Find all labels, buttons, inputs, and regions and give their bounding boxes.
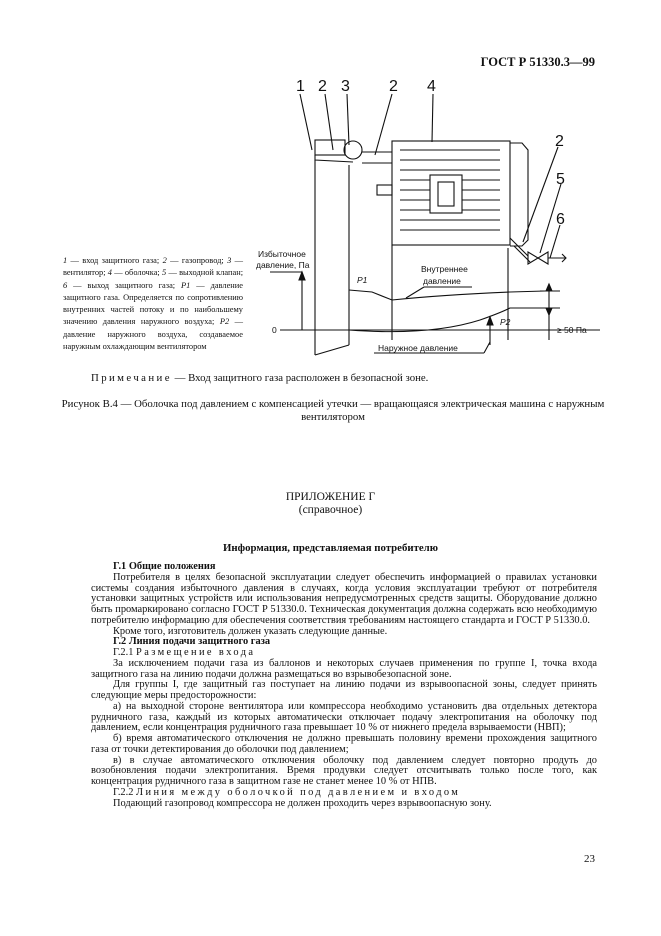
overpressure-label-2: давление, Па xyxy=(256,260,310,270)
g1-heading: Г.1 Общие положения xyxy=(113,561,216,572)
fan-symbol xyxy=(344,141,362,159)
min-pressure-label: ≥ 50 Па xyxy=(557,325,587,335)
appendix-subtitle: (справочное) xyxy=(298,504,363,516)
appendix-heading xyxy=(0,491,661,517)
external-pressure-curve xyxy=(349,308,545,332)
p1-label: P1 xyxy=(357,275,368,285)
internal-pressure-curve xyxy=(349,290,545,300)
callout-5: 5 xyxy=(556,171,565,188)
g22-paragraph-1: Подающий газопровод компрессора не должен проходить через взрывоопасную зону. xyxy=(113,797,492,809)
g22-heading: Г.2.2 Линия между оболочкой под давлением и входом xyxy=(113,786,461,798)
leader-3 xyxy=(347,94,349,145)
leader-6 xyxy=(550,225,560,258)
section-title: Информация, представляемая потребителю xyxy=(223,542,438,554)
callout-1: 1 xyxy=(296,78,305,95)
callout-4: 4 xyxy=(427,78,436,95)
shaft xyxy=(377,185,392,195)
leader-1 xyxy=(300,94,312,150)
g21-paragraph-2: Для группы I, где защитный газ поступает на линию подачи из взрывоопасной зоны, следует принять следующие меры предосторожности: xyxy=(91,679,597,701)
g21-item-a: а) на выходной стороне вентилятора или компрессора необходимо установить два отдельных детектора рудничного газа, каждый из которых автоматически отключает подачу электропитания на оболочку под давлением, если концентрация рудничного газа превышает 10 % от нижнего предела взрываемости (НВП); xyxy=(91,700,597,734)
g21-paragraph-1: За исключением подачи газа из баллонов и некоторых случаев применения по группе I, точка входа защитного газа на линию подачи должна размещаться во взрывобезопасной зоне. xyxy=(91,657,597,680)
inlet-duct-lower xyxy=(315,155,353,162)
leader-2b xyxy=(375,94,392,155)
external-pressure-label: Наружное давление xyxy=(378,343,458,353)
outlet-valve xyxy=(528,252,548,264)
internal-pressure-label-2: давление xyxy=(423,276,461,286)
terminal-box xyxy=(430,175,462,213)
g2-heading: Г.2 Линия подачи защитного газа xyxy=(113,636,271,648)
p2-label: P2 xyxy=(500,317,511,327)
figure-legend: 1 — вход защитного газа; 2 — газопровод; 3 — вентилятор; 4 — оболочка; 5 — выходной клапан; 6 — выход защитного газа; P1 — давление защитного газа. Определяется по сопротивлению внутренних частей потоку и по наибольшему значению давления наружного воздуха; P2 — давление наружного воздуха, создаваемое наружным охлаждающим вентилятором xyxy=(63,256,244,352)
overpressure-label-1: Избыточное xyxy=(258,249,306,259)
g21-item-b: б) время автоматического отключения не должно превышать половину времени прохождения защитного газа от точки детектирования до оболочки под давлением; xyxy=(91,733,597,755)
callout-2b: 2 xyxy=(389,78,398,95)
g21-heading: Г.2.1 Размещение входа xyxy=(113,647,256,658)
body-text xyxy=(91,562,597,809)
internal-pressure-label-1: Внутреннее xyxy=(421,264,468,274)
callout-2c: 2 xyxy=(555,133,564,150)
g21-item-c: в) в случае автоматического отключения оболочку под давлением следует повторно продуть до возобновления подачи электропитания. Время продувки следует отсчитывать только после того, как концентрация рудничного газа в защитном газе не станет менее 10 % от НПВ. xyxy=(91,754,597,787)
figure-caption: Рисунок В.4 — Оболочка под давлением с компенсацией утечки — вращающаяся электрическая машина с наружным вентилятором xyxy=(61,398,605,423)
leader-4 xyxy=(432,94,433,142)
gas-inlet-duct xyxy=(315,140,345,155)
callout-3: 3 xyxy=(341,78,350,95)
callout-6: 6 xyxy=(556,211,565,228)
zero-label: 0 xyxy=(272,325,277,335)
callout-2: 2 xyxy=(318,78,327,95)
appendix-title: ПРИЛОЖЕНИЕ Г xyxy=(285,491,376,503)
figure-note xyxy=(91,372,428,384)
note-text: — Вход защитного газа расположен в безопасной зоне. xyxy=(171,372,429,384)
gas-pipe xyxy=(362,152,392,163)
fan-cover xyxy=(510,143,528,246)
g1-paragraph-1: Потребителя в целях безопасной эксплуатации следует обеспечить информацией о правилах установки системы создания избыточного давления в случаях, когда условия эксплуатации требуют от потребителя установки защитных устройств или использования непредусмотренных средств защиты. Оборудование должно быть промаркировано согласно ГОСТ Р 51330.0. Техническая документация должна содержать всю необходимую потребителю информацию для обеспечения соответствия требованиям настоящего стандарта и ГОСТ Р 51330.0. xyxy=(91,571,597,626)
standard-header: ГОСТ Р 51330.3—99 xyxy=(480,55,595,69)
note-label: Примечание xyxy=(91,372,172,384)
page-number: 23 xyxy=(584,853,595,865)
leader-2a xyxy=(325,94,333,150)
g1-paragraph-2: Кроме того, изготовитель должен указать следующие данные. xyxy=(113,625,388,637)
